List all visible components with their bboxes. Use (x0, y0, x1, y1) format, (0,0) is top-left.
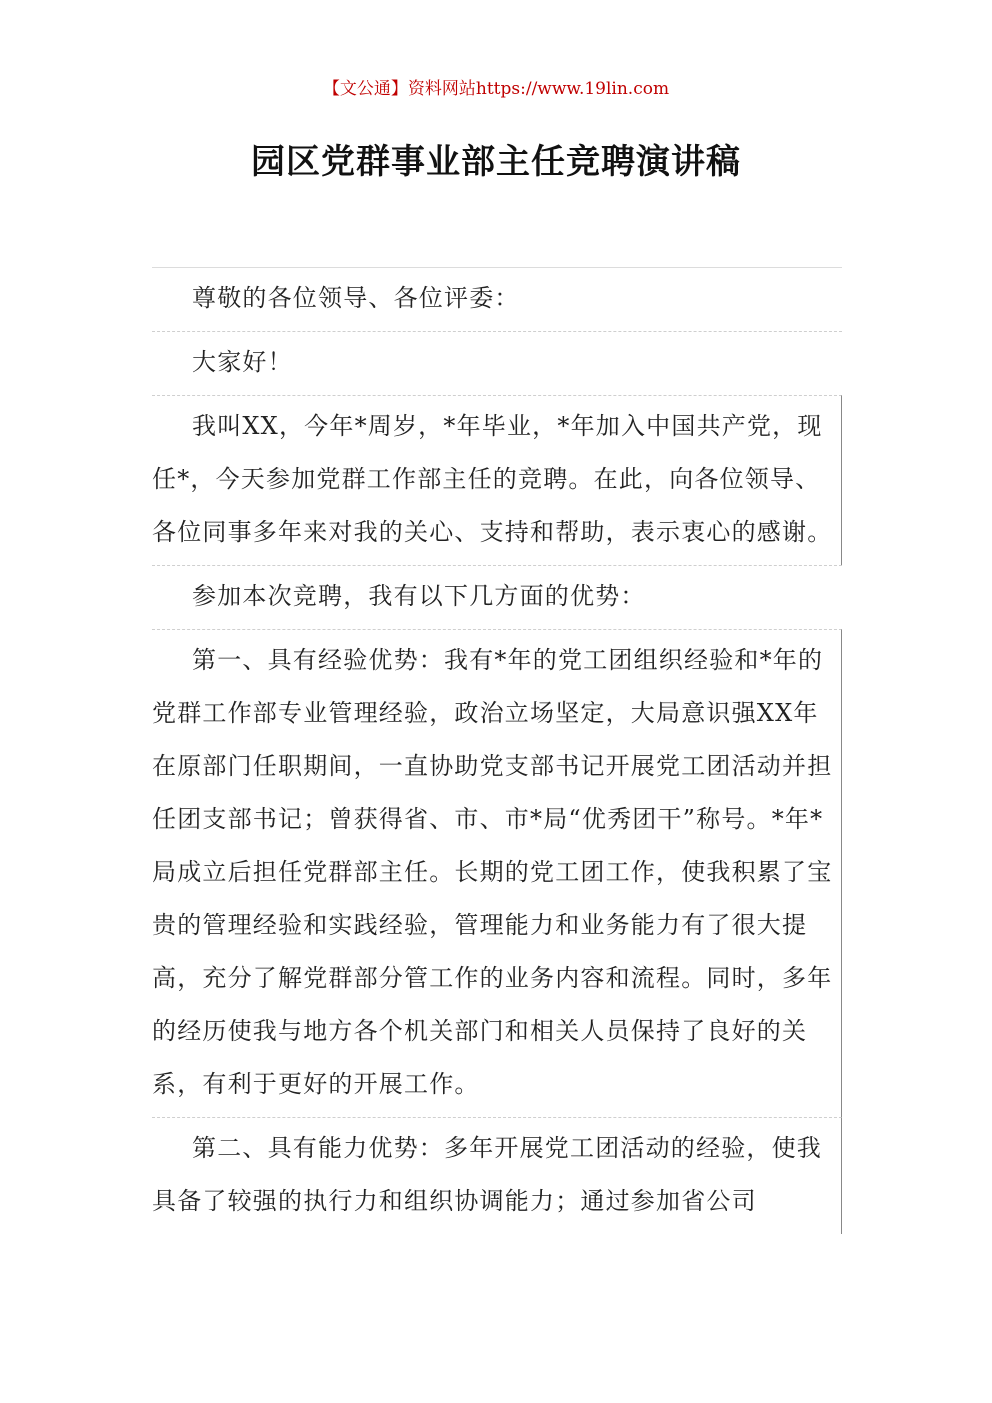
paragraph-text: 尊敬的各位领导、各位评委： (192, 284, 520, 312)
paragraph-text: 大家好！ (192, 348, 293, 376)
paragraph-advantage-ability (152, 1117, 842, 1234)
paragraph-greeting (152, 331, 842, 395)
document-body (152, 267, 842, 1234)
paragraph-introduction (152, 395, 842, 565)
paragraph-advantages-intro (152, 565, 842, 629)
document-title: 园区党群事业部主任竞聘演讲稿 (251, 142, 741, 182)
paragraph-salutation (152, 267, 842, 331)
paragraph-text: 参加本次竞聘，我有以下几方面的优势： (192, 582, 646, 610)
source-header: 【文公通】资料网站https://www.19lin.com (322, 79, 670, 99)
paragraph-text: 第二、具有能力优势：多年开展党工团活动的经验，使我具备了较强的执行力和组织协调能力；通过参加省公司 (152, 1134, 822, 1215)
paragraph-text: 我叫XX，今年*周岁，*年毕业，*年加入中国共产党，现任*，今天参加党群工作部主任的竞聘。在此，向各位领导、各位同事多年来对我的关心、支持和帮助，表示衷心的感谢。 (152, 412, 833, 546)
paragraph-advantage-experience (152, 629, 842, 1117)
paragraph-text: 第一、具有经验优势：我有*年的党工团组织经验和*年的党群工作部专业管理经验，政治立场坚定，大局意识强XX年在原部门任职期间，一直协助党支部书记开展党工团活动并担任团支部书记；曾获得省、市、市*局“优秀团干”称号。*年*局成立后担任党群部主任。长期的党工团工作，使我积累了宝贵的管理经验和实践经验，管理能力和业务能力有了很大提高，充分了解党群部分管工作的业务内容和流程。同时，多年的经历使我与地方各个机关部门和相关人员保持了良好的关系，有利于更好的开展工作。 (152, 646, 833, 1098)
